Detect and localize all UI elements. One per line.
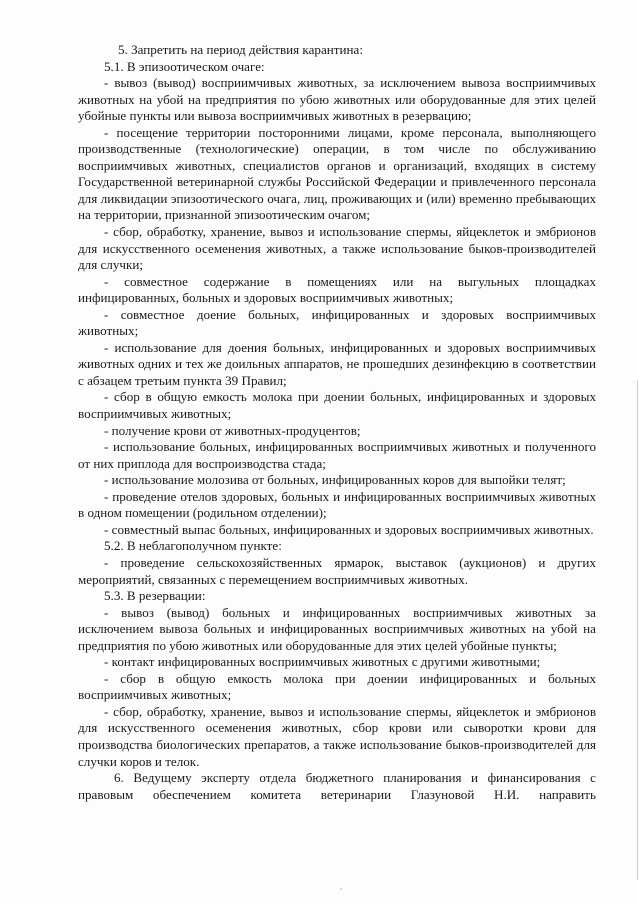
list-item: - получение крови от животных-продуцентов; xyxy=(104,422,361,438)
list-item: - контакт инфицированных восприимчивых животных с другими животными; xyxy=(104,654,541,670)
list-item: - сбор, обработку, хранение, вывоз и использование спермы, яйцеклеток и эмбрионов для искусственного осеменения животных, а также использование быков-производителей для случки; xyxy=(78,224,596,273)
subsection-5-1-heading: 5.1. В эпизоотическом очаге: xyxy=(104,58,265,74)
list-item: - сбор в общую емкость молока при доении инфицированных и больных восприимчивых животных; xyxy=(78,670,596,703)
list-item: - использование молозива от больных, инфицированных коров для выпойки телят; xyxy=(104,472,566,488)
list-item: - посещение территории посторонними лицами, кроме персонала, выполняющего производственные (технологические) операции, в том числе по обслуживанию восприимчивых животных, специалистов органов и организаций, входящих в систему Государственной ветеринарной службы Российской Федерации и привлеченного персонала для ликвидации эпизоотического очага, лиц, проживающих и (или) временно пребывающих на территории, признанной эпизоотическим очагом; xyxy=(78,124,596,223)
subsection-5-2-heading: 5.2. В неблагополучном пункте: xyxy=(104,538,282,554)
section-6-paragraph: 6. Ведущему эксперту отдела бюджетного планирования и финансирования с правовым обеспечением комитета ветеринарии Глазуновой Н.И. направить xyxy=(78,770,596,802)
list-item: - проведение отелов здоровых, больных и инфицированных восприимчивых животных в одном помещении (родильном отделении); xyxy=(78,488,596,521)
scan-edge-line xyxy=(637,380,638,880)
list-item: - сбор, обработку, хранение, вывоз и использование спермы, яйцеклеток и эмбрионов для искусственного осеменения животных, сбор крови или сыворотки крови для производства биологических препаратов, а также использование быков-производителей для случки коров и телок. xyxy=(78,703,596,769)
list-item: - совместное содержание в помещениях или на выгульных площадках инфицированных, больных и здоровых восприимчивых животных; xyxy=(78,273,596,306)
list-item: - использование для доения больных, инфицированных и здоровых восприимчивых животных одних и тех же доильных аппаратов, не прошедших дезинфекцию в соответствии с абзацем третьим пункта 39 Правил; xyxy=(78,339,596,388)
list-item: - вывоз (вывод) восприимчивых животных, за исключением вывоза восприимчивых животных на убой на предприятия по убою животных или оборудованные для этих целей убойные пункты или вывоза восприимчивых животных в резервацию; xyxy=(78,75,596,124)
list-item: - проведение сельскохозяйственных ярмарок, выставок (аукционов) и других мероприятий, связанных с перемещением восприимчивых животных. xyxy=(78,554,596,587)
list-item: - вывоз (вывод) больных и инфицированных восприимчивых животных за исключением вывоза больных и инфицированных восприимчивых животных на убой на предприятия по убою животных или оборудованные для этих целей убойные пункты; xyxy=(78,604,596,653)
list-item: - сбор в общую емкость молока при доении больных, инфицированных и здоровых восприимчивых животных; xyxy=(78,389,596,422)
list-item: - использование больных, инфицированных восприимчивых животных и полученного от них приплода для воспроизводства стада; xyxy=(78,439,596,471)
list-item: - совместный выпас больных, инфицированных и здоровых восприимчивых животных. xyxy=(104,521,594,537)
section-5-heading: 5. Запретить на период действия карантина: xyxy=(118,42,363,57)
document-body xyxy=(78,42,596,803)
scan-artifact xyxy=(340,888,342,890)
list-item: - совместное доение больных, инфицированных и здоровых восприимчивых животных; xyxy=(78,306,596,339)
subsection-5-3-heading: 5.3. В резервации: xyxy=(104,588,206,604)
